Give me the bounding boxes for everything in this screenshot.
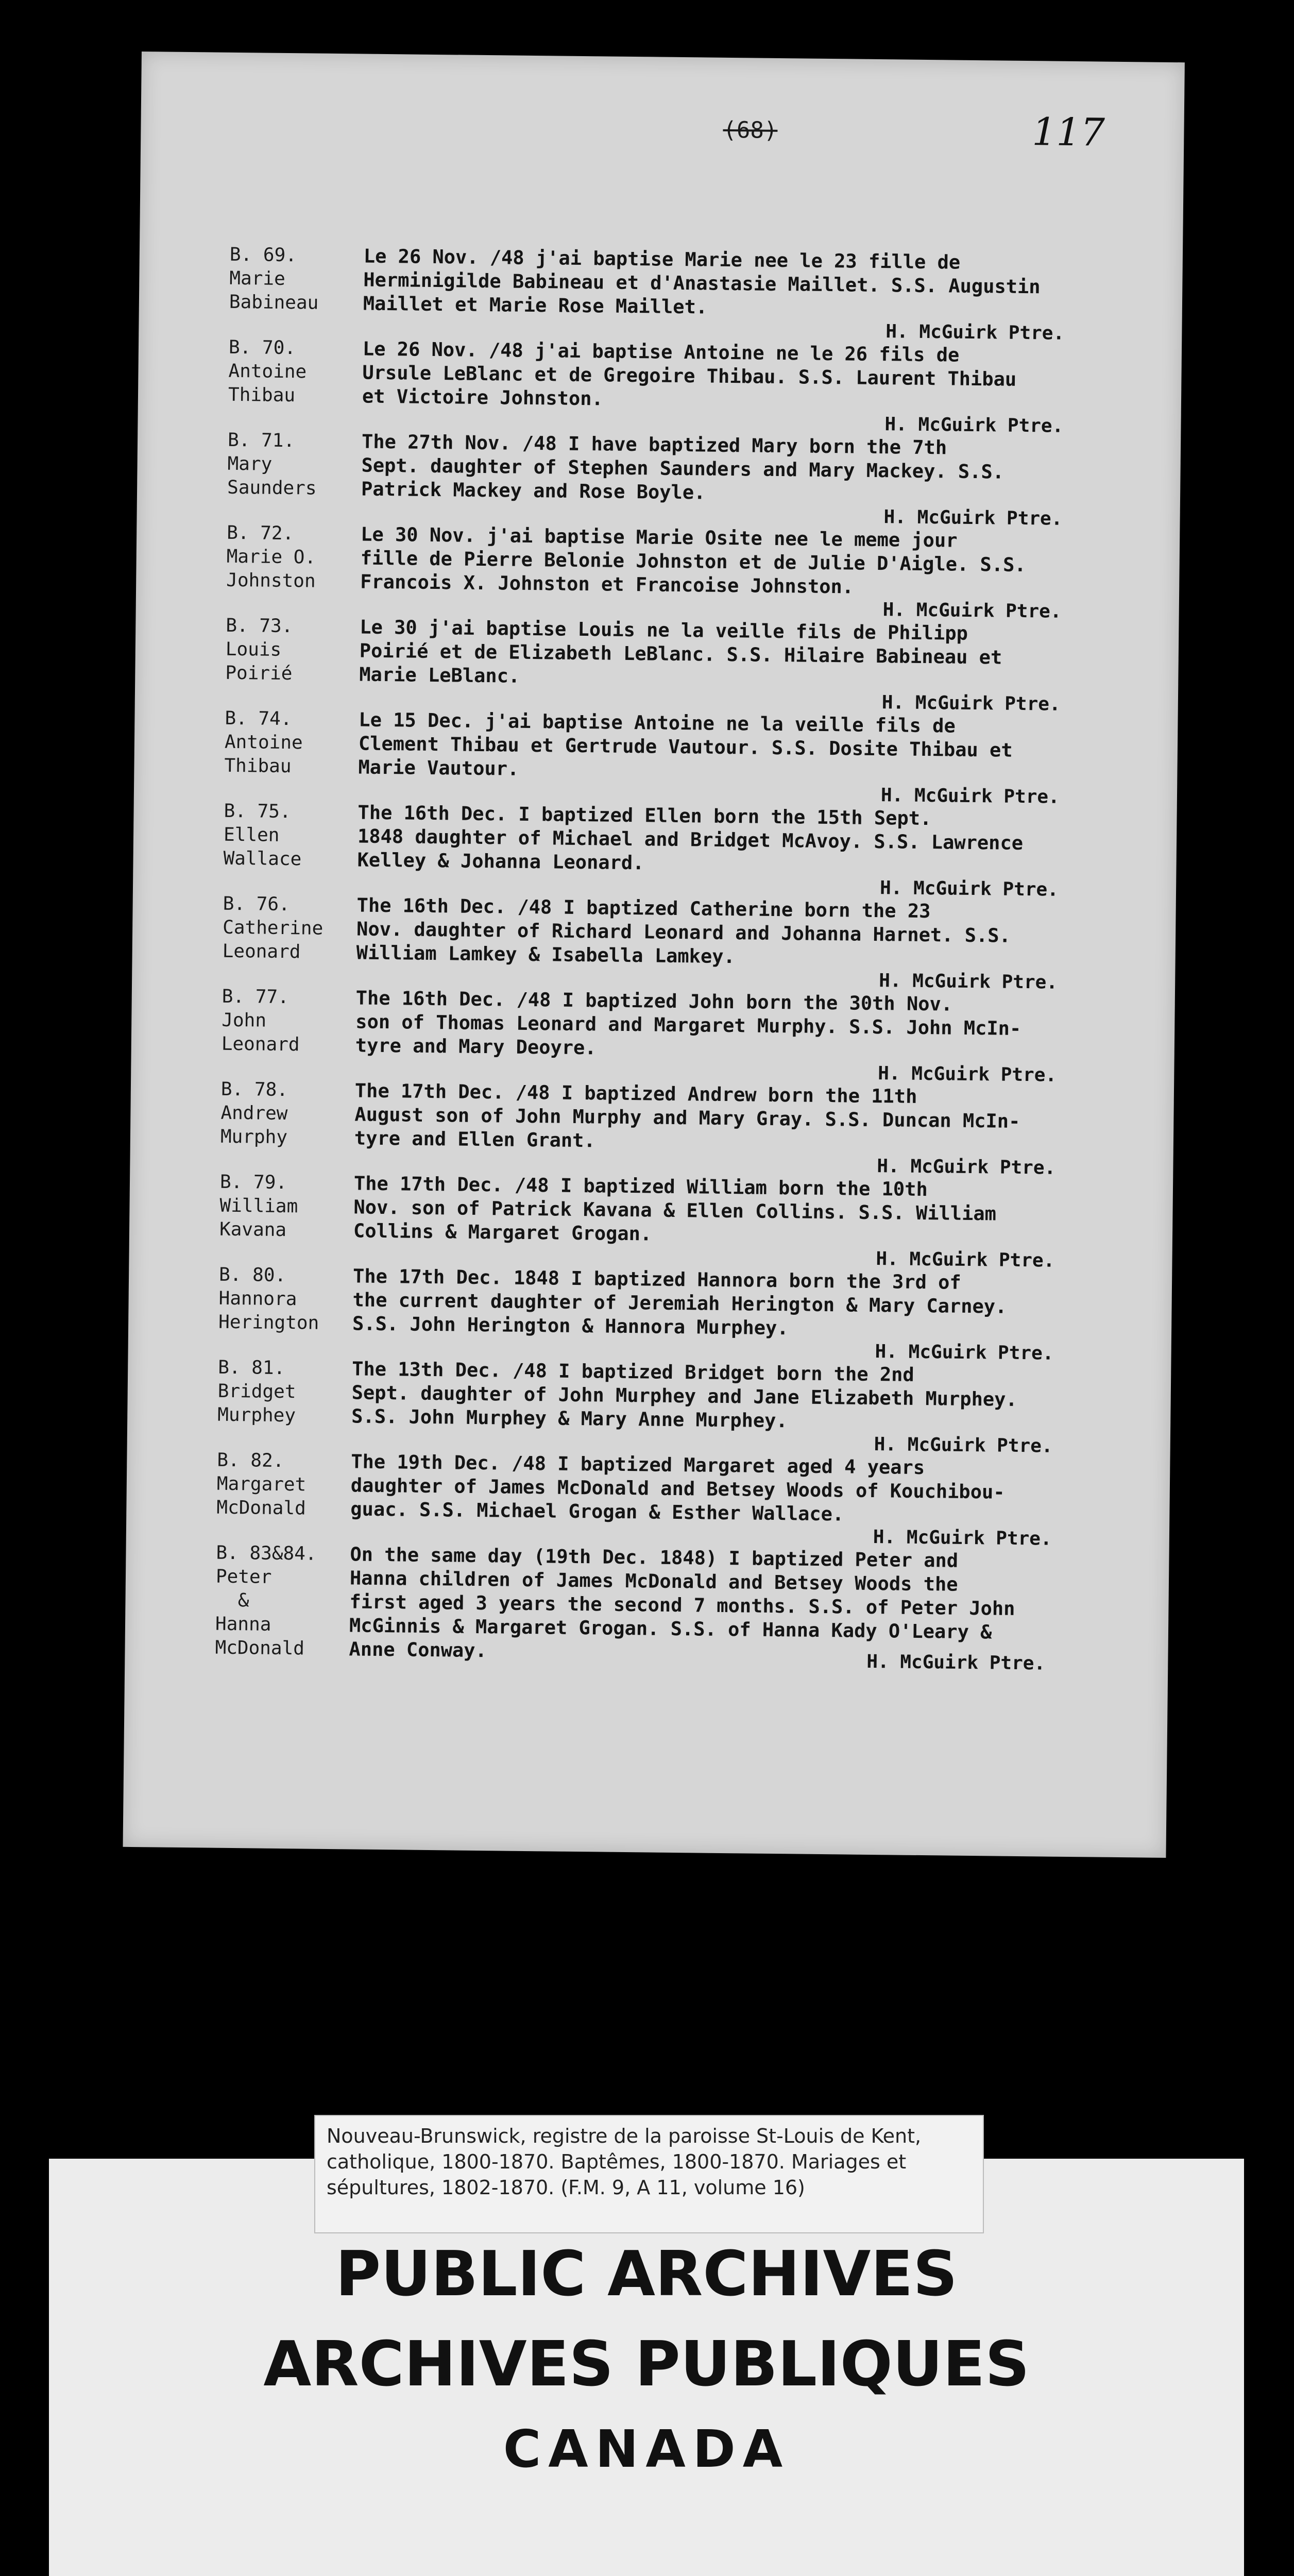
entry-label: B. 80. Hannora Herington <box>218 1264 319 1334</box>
entry-label: B. 69. Marie Babineau <box>229 244 319 314</box>
baptism-entry <box>133 799 1177 902</box>
entry-signature: H. McGuirk Ptre. <box>878 1063 1057 1086</box>
stamp-line-country: CANADA <box>503 2419 790 2479</box>
entry-signature: H. McGuirk Ptre. <box>884 414 1064 437</box>
baptism-entry <box>125 1540 1169 1685</box>
entry-signature: H. McGuirk Ptre. <box>866 1651 1046 1674</box>
entry-text: The 17th Dec. /48 I baptized William born the 10th Nov. son of Patrick Kavana & Ellen Collins. S.S. William Collins & Margaret Grogan. <box>353 1172 997 1245</box>
baptism-entry <box>134 706 1178 809</box>
entry-label: B. 81. Bridget Murphey <box>217 1357 296 1427</box>
entry-text: The 17th Dec. /48 I baptized Andrew born the 11th August son of John Murphy and Mary Gray. S.S. Duncan McIn- tyre and Ellen Grant. <box>354 1079 1020 1152</box>
entry-signature: H. McGuirk Ptre. <box>873 1527 1052 1550</box>
entry-text: The 16th Dec. /48 I baptized John born the 30th Nov. son of Thomas Leonard and Margaret Murphy. S.S. John McIn- tyre and Mary Deoyre. <box>355 987 1021 1059</box>
entry-label: B. 76. Catherine Leonard <box>222 893 324 963</box>
baptism-entry <box>139 242 1183 346</box>
entry-label: B. 82. Margaret McDonald <box>216 1449 307 1519</box>
entry-text: The 13th Dec. /48 I baptized Bridget born the 2nd Sept. daughter of John Murphey and Jane Elizabeth Murphey. S.S. John Murphey & Mary Anne Murphey. <box>351 1358 1017 1432</box>
entry-label: B. 77. John Leonard <box>221 986 300 1056</box>
baptism-entry <box>126 1448 1170 1551</box>
entry-text: The 17th Dec. 1848 I baptized Hannora born the 3rd of the current daughter of Jeremiah Herington & Mary Carney. S.S. John Herington & Hannora Murphey. <box>352 1265 1007 1340</box>
baptism-entry <box>130 1077 1174 1180</box>
entry-label: B. 83&84. Peter & Hanna McDonald <box>215 1542 317 1659</box>
baptism-entries <box>125 242 1183 1685</box>
entry-signature: H. McGuirk Ptre. <box>879 877 1059 901</box>
baptism-entry <box>128 1262 1172 1366</box>
baptism-entry <box>132 891 1176 995</box>
entry-signature: H. McGuirk Ptre. <box>883 506 1063 530</box>
entry-signature: H. McGuirk Ptre. <box>874 1434 1053 1457</box>
baptism-entry <box>138 335 1182 438</box>
entry-text: Le 30 Nov. j'ai baptise Marie Osite nee le meme jour fille de Pierre Belonie Johnston et de Julie D'Aigle. S.S. Francois X. Johnston et Francoise Johnston. <box>360 523 1026 598</box>
baptism-entry <box>129 1170 1173 1273</box>
entry-text: The 16th Dec. /48 I baptized Catherine born the 23 Nov. daughter of Richard Leonard and Johanna Harnet. S.S. William Lamkey & Isabella Lamkey. <box>356 894 1011 968</box>
entry-label: B. 72. Marie O. Johnston <box>226 522 316 592</box>
archive-reference-text: Nouveau-Brunswick, registre de la paroisse St-Louis de Kent, catholique, 1800-1870. Baptêmes, 1800-1870. Mariages et sépultures, 1802-1870. (F.M. 9, A 11, volume 16) <box>327 2125 922 2199</box>
entry-signature: H. McGuirk Ptre. <box>876 1248 1055 1272</box>
register-page <box>123 52 1185 1858</box>
entry-signature: H. McGuirk Ptre. <box>877 1156 1056 1179</box>
entry-signature: H. McGuirk Ptre. <box>878 970 1058 993</box>
entry-label: B. 73. Louis Poirié <box>225 615 293 685</box>
entry-label: B. 75. Ellen Wallace <box>223 800 302 870</box>
old-page-number: (68) <box>723 116 778 144</box>
entry-text: Le 26 Nov. /48 j'ai baptise Antoine ne le 26 fils de Ursule LeBlanc et de Gregoire Thibau. S.S. Laurent Thibau et Victoire Johnston. <box>362 337 1017 410</box>
entry-text: Le 26 Nov. /48 j'ai baptise Marie nee le 23 fille de Herminigilde Babineau et d'Anastasie Maillet. S.S. Augustin Maillet et Marie Rose Maillet. <box>363 245 1041 318</box>
entry-text: Le 15 Dec. j'ai baptise Antoine ne la veille fils de Clement Thibau et Gertrude Vautour. S.S. Dosite Thibau et Marie Vautour. <box>358 708 1013 780</box>
entry-label: B. 78. Andrew Murphy <box>220 1078 288 1148</box>
entry-text: The 16th Dec. I baptized Ellen born the 15th Sept. 1848 daughter of Michael and Bridget McAvoy. S.S. Lawrence Kelley & Johanna Leonard. <box>357 801 1024 874</box>
page-number: 117 <box>1032 110 1105 155</box>
entry-label: B. 70. Antoine Thibau <box>228 336 307 406</box>
entry-text: The 27th Nov. /48 I have baptized Mary born the 7th Sept. daughter of Stephen Saunders and Mary Mackey. S.S. Patrick Mackey and Rose Boyle. <box>361 430 1004 504</box>
entry-label: B. 79. William Kavana <box>219 1171 298 1241</box>
stamp-line-english: PUBLIC ARCHIVES <box>335 2239 958 2310</box>
entry-label: B. 74. Antoine Thibau <box>224 707 303 777</box>
archive-reference-label <box>314 2115 984 2233</box>
entry-signature: H. McGuirk Ptre. <box>880 785 1060 808</box>
entry-text: Le 30 j'ai baptise Louis ne la veille fils de Philipp Poirié et de Elizabeth LeBlanc. S.S. Hilaire Babineau et Marie LeBlanc. <box>359 616 1002 687</box>
stamp-line-french: ARCHIVES PUBLIQUES <box>263 2329 1030 2400</box>
entry-signature: H. McGuirk Ptre. <box>886 321 1065 344</box>
entry-signature: H. McGuirk Ptre. <box>875 1341 1054 1364</box>
entry-signature: H. McGuirk Ptre. <box>882 599 1062 622</box>
baptism-entry <box>136 520 1180 624</box>
baptism-entry <box>127 1355 1171 1459</box>
baptism-entry <box>135 613 1179 717</box>
baptism-entry <box>137 428 1181 531</box>
entry-signature: H. McGuirk Ptre. <box>881 692 1061 715</box>
entry-text: On the same day (19th Dec. 1848) I baptized Peter and Hanna children of James McDonald and Betsey Woods the first aged 3 years the second 7 months. S.S. of Peter John McGinnis & Margaret Grogan. S.S. of Hanna Kady O'Leary & Anne Conway. <box>349 1543 1015 1662</box>
baptism-entry <box>131 984 1175 1088</box>
entry-text: The 19th Dec. /48 I baptized Margaret aged 4 years daughter of James McDonald and Betsey Woods of Kouchibou- guac. S.S. Michael Grogan & Esther Wallace. <box>350 1450 1005 1526</box>
entry-label: B. 71. Mary Saunders <box>227 429 317 499</box>
